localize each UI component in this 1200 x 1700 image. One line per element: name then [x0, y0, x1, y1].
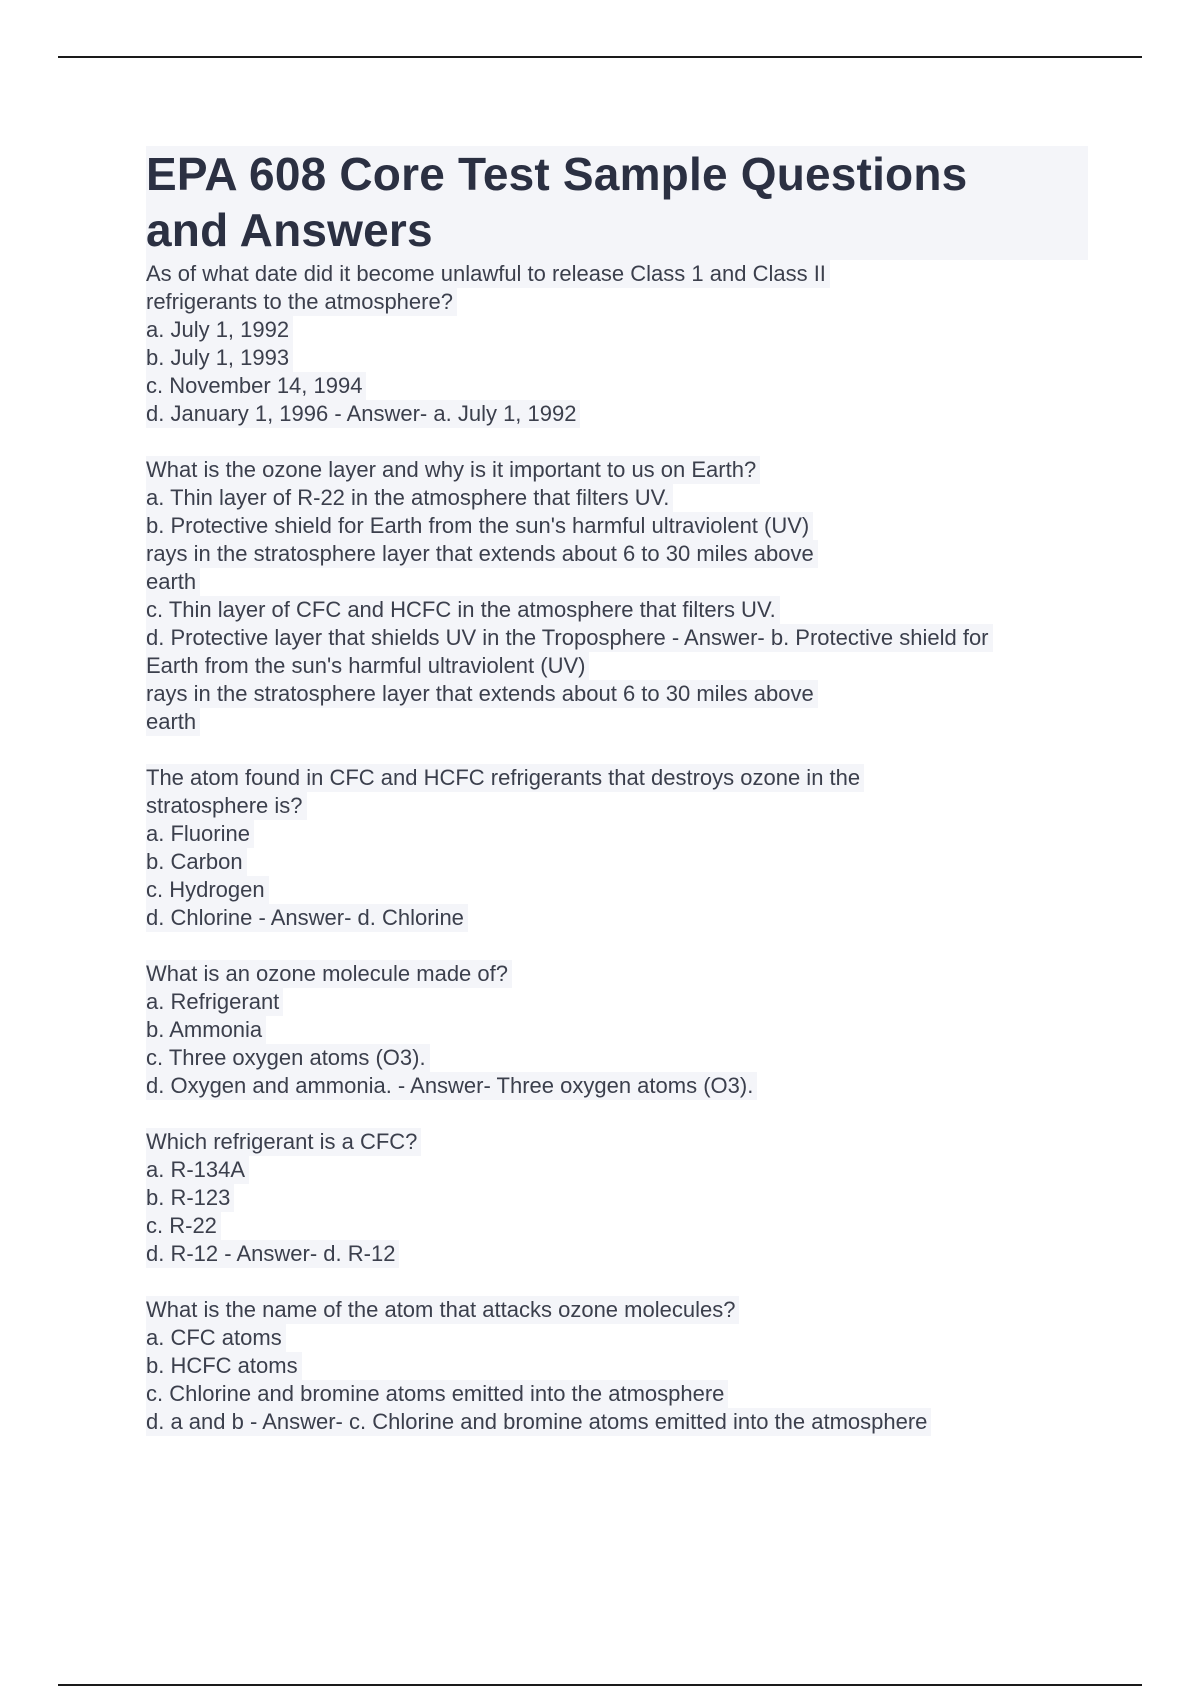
text-line-row	[146, 960, 1088, 988]
text-line-row	[146, 904, 1088, 932]
bottom-rule	[58, 1684, 1142, 1686]
answer-line: d. Protective layer that shields UV in the Troposphere - Answer- b. Protective shield for	[146, 624, 993, 652]
text-line-row	[146, 1380, 1088, 1408]
title-line-2: and Answers	[146, 204, 433, 256]
answer-line: a. Thin layer of R-22 in the atmosphere that filters UV.	[146, 484, 673, 512]
answer-line: c. Hydrogen	[146, 876, 269, 904]
question-text: Which refrigerant is a CFC?	[146, 1128, 421, 1156]
answer-line: b. Carbon	[146, 848, 247, 876]
text-line-row	[146, 988, 1088, 1016]
question-block	[146, 1296, 1088, 1436]
answer-line: c. Three oxygen atoms (O3).	[146, 1044, 430, 1072]
text-line-row	[146, 1352, 1088, 1380]
answer-line: earth	[146, 568, 200, 596]
answer-line: rays in the stratosphere layer that extends about 6 to 30 miles above	[146, 540, 818, 568]
text-line-row	[146, 484, 1088, 512]
question-block	[146, 764, 1088, 932]
answer-line: c. November 14, 1994	[146, 372, 366, 400]
text-line-row	[146, 848, 1088, 876]
question-text: What is the ozone layer and why is it important to us on Earth?	[146, 456, 760, 484]
question-block	[146, 456, 1088, 736]
answer-line: b. Ammonia	[146, 1016, 266, 1044]
text-line-row	[146, 624, 1088, 652]
question-block	[146, 260, 1088, 428]
text-line-row	[146, 540, 1088, 568]
answer-line: a. R-134A	[146, 1156, 249, 1184]
text-line-row	[146, 1184, 1088, 1212]
answer-line: rays in the stratosphere layer that extends about 6 to 30 miles above	[146, 680, 818, 708]
text-line-row	[146, 372, 1088, 400]
answer-line: d. Chlorine - Answer- d. Chlorine	[146, 904, 468, 932]
title-line-1: EPA 608 Core Test Sample Questions	[146, 148, 968, 200]
text-line-row	[146, 400, 1088, 428]
question-text: What is an ozone molecule made of?	[146, 960, 512, 988]
top-rule	[58, 56, 1142, 58]
question-block	[146, 960, 1088, 1100]
text-line-row	[146, 344, 1088, 372]
answer-line: refrigerants to the atmosphere?	[146, 288, 457, 316]
text-line-row	[146, 1128, 1088, 1156]
answer-line: d. a and b - Answer- c. Chlorine and bromine atoms emitted into the atmosphere	[146, 1408, 931, 1436]
text-line-row	[146, 456, 1088, 484]
text-line-row	[146, 652, 1088, 680]
text-line-row	[146, 820, 1088, 848]
text-line-row	[146, 876, 1088, 904]
text-line-row	[146, 1016, 1088, 1044]
text-line-row	[146, 288, 1088, 316]
text-line-row	[146, 1212, 1088, 1240]
answer-line: a. Refrigerant	[146, 988, 283, 1016]
document-body	[146, 146, 1088, 1464]
answer-line: b. R-123	[146, 1184, 234, 1212]
answer-line: c. Thin layer of CFC and HCFC in the atmosphere that filters UV.	[146, 596, 780, 624]
question-block	[146, 1128, 1088, 1268]
answer-line: Earth from the sun's harmful ultraviolent (UV)	[146, 652, 589, 680]
text-line-row	[146, 512, 1088, 540]
answer-line: b. July 1, 1993	[146, 344, 293, 372]
question-text: The atom found in CFC and HCFC refrigerants that destroys ozone in the	[146, 764, 864, 792]
text-line-row	[146, 792, 1088, 820]
text-line-row	[146, 1408, 1088, 1436]
answer-line: b. HCFC atoms	[146, 1352, 302, 1380]
text-line-row	[146, 1156, 1088, 1184]
page-title	[146, 146, 1088, 258]
question-text: As of what date did it become unlawful to release Class 1 and Class II	[146, 260, 830, 288]
answer-line: d. Oxygen and ammonia. - Answer- Three oxygen atoms (O3).	[146, 1072, 757, 1100]
text-line-row	[146, 316, 1088, 344]
answer-line: a. July 1, 1992	[146, 316, 293, 344]
question-list	[146, 260, 1088, 1436]
question-text: What is the name of the atom that attacks ozone molecules?	[146, 1296, 739, 1324]
text-line-row	[146, 680, 1088, 708]
answer-line: a. Fluorine	[146, 820, 254, 848]
text-line-row	[146, 1324, 1088, 1352]
answer-line: c. Chlorine and bromine atoms emitted into the atmosphere	[146, 1380, 728, 1408]
answer-line: b. Protective shield for Earth from the sun's harmful ultraviolent (UV)	[146, 512, 813, 540]
text-line-row	[146, 764, 1088, 792]
answer-line: d. R-12 - Answer- d. R-12	[146, 1240, 399, 1268]
answer-line: c. R-22	[146, 1212, 221, 1240]
text-line-row	[146, 708, 1088, 736]
text-line-row	[146, 260, 1088, 288]
answer-line: d. January 1, 1996 - Answer- a. July 1, 1992	[146, 400, 580, 428]
text-line-row	[146, 1044, 1088, 1072]
text-line-row	[146, 1296, 1088, 1324]
text-line-row	[146, 568, 1088, 596]
text-line-row	[146, 1072, 1088, 1100]
text-line-row	[146, 1240, 1088, 1268]
text-line-row	[146, 596, 1088, 624]
title-block	[146, 146, 1088, 260]
answer-line: earth	[146, 708, 200, 736]
answer-line: a. CFC atoms	[146, 1324, 286, 1352]
answer-line: stratosphere is?	[146, 792, 307, 820]
